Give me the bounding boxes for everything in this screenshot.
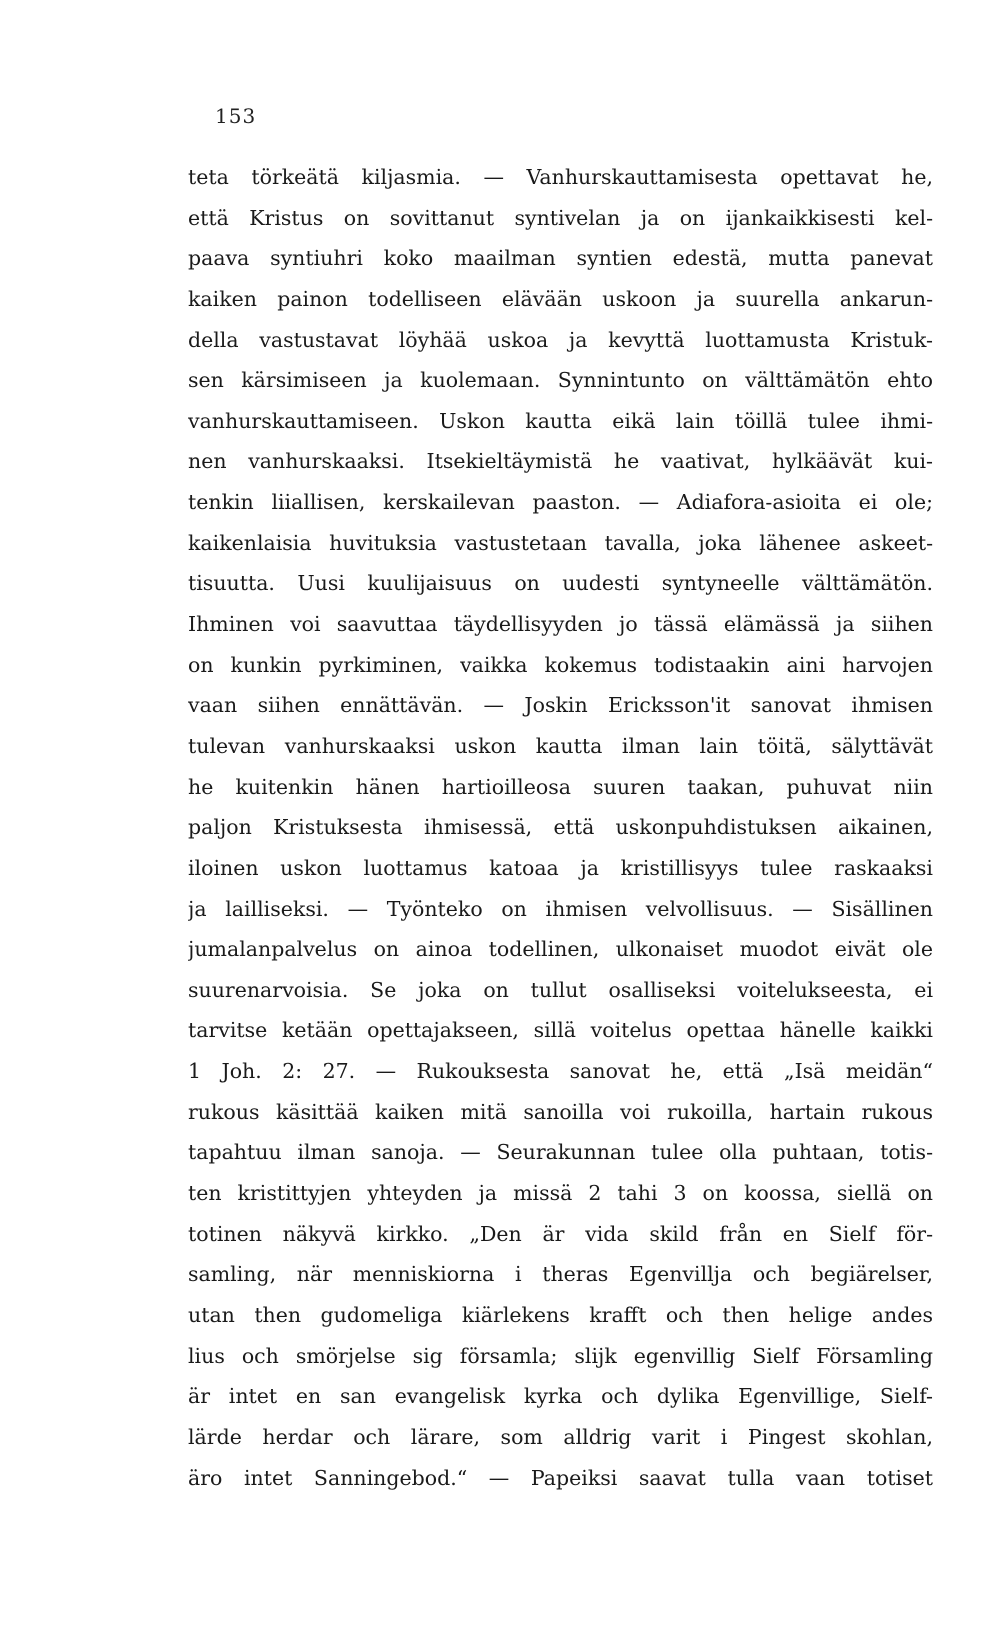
text-line: utan then gudomeliga kiärlekens krafft och then helige andes: [188, 1302, 933, 1327]
text-line: kaikenlaisia huvituksia vastustetaan tavalla, joka lähenee askeet-: [188, 530, 933, 555]
text-line: 1 Joh. 2: 27. — Rukouksesta sanovat he, että „Isä meidän“: [188, 1059, 933, 1084]
text-line: lärde herdar och lärare, som alldrig varit i Pingest skohlan,: [188, 1424, 933, 1449]
text-line: ja lailliseksi. — Työnteko on ihmisen velvollisuus. — Sisällinen: [188, 896, 933, 921]
text-line: della vastustavat löyhää uskoa ja kevyttä luottamusta Kristuk-: [188, 327, 933, 352]
text-line: äro intet Sanningebod.“ — Papeiksi saavat tulla vaan totiset: [188, 1465, 933, 1490]
text-line: Ihminen voi saavuttaa täydellisyyden jo tässä elämässä ja siihen: [188, 612, 933, 637]
text-line: he kuitenkin hänen hartioilleosa suuren taakan, puhuvat niin: [188, 774, 933, 799]
text-line: on kunkin pyrkiminen, vaikka kokemus todistaakin aini harvojen: [188, 652, 933, 677]
text-line: totinen näkyvä kirkko. „Den är vida skild från en Sielf för-: [188, 1221, 933, 1246]
text-line: vanhurskauttamiseen. Uskon kautta eikä lain töillä tulee ihmi-: [188, 408, 933, 433]
text-line: sen kärsimiseen ja kuolemaan. Synnintunto on välttämätön ehto: [188, 368, 933, 393]
text-line: lius och smörjelse sig församla; slijk egenvillig Sielf Församling: [188, 1343, 933, 1368]
text-line: tisuutta. Uusi kuulijaisuus on uudesti syntyneelle välttämätön.: [188, 571, 933, 596]
text-line: tarvitse ketään opettajakseen, sillä voitelus opettaa hänelle kaikki: [188, 1018, 933, 1043]
text-line: tapahtuu ilman sanoja. — Seurakunnan tulee olla puhtaan, totis-: [188, 1140, 933, 1165]
page-number: 153: [215, 104, 257, 128]
text-line: samling, när menniskiorna i theras Egenvillja och begiärelser,: [188, 1262, 933, 1287]
text-line: jumalanpalvelus on ainoa todellinen, ulkonaiset muodot eivät ole: [188, 937, 933, 962]
text-line: tulevan vanhurskaaksi uskon kautta ilman lain töitä, sälyttävät: [188, 733, 933, 758]
body-text: [188, 157, 933, 1498]
text-line: paljon Kristuksesta ihmisessä, että uskonpuhdistuksen aikainen,: [188, 815, 933, 840]
text-line: suurenarvoisia. Se joka on tullut osalliseksi voitelukseesta, ei: [188, 977, 933, 1002]
text-line: paava syntiuhri koko maailman syntien edestä, mutta panevat: [188, 246, 933, 271]
text-line: iloinen uskon luottamus katoaa ja kristillisyys tulee raskaaksi: [188, 855, 933, 880]
text-line: nen vanhurskaaksi. Itsekieltäymistä he vaativat, hylkäävät kui-: [188, 449, 933, 474]
text-line: kaiken painon todelliseen elävään uskoon ja suurella ankarun-: [188, 286, 933, 311]
text-line: teta törkeätä kiljasmia. — Vanhurskauttamisesta opettavat he,: [188, 165, 933, 189]
text-line: että Kristus on sovittanut syntivelan ja on ijankaikkisesti kel-: [188, 205, 933, 230]
text-line: vaan siihen ennättävän. — Joskin Ericksson'it sanovat ihmisen: [188, 693, 933, 718]
text-line: tenkin liiallisen, kerskailevan paaston. — Adiafora-asioita ei ole;: [188, 490, 933, 515]
text-line: ten kristittyjen yhteyden ja missä 2 tahi 3 on koossa, siellä on: [188, 1181, 933, 1206]
text-line: rukous käsittää kaiken mitä sanoilla voi rukoilla, hartain rukous: [188, 1099, 933, 1124]
text-line: är intet en san evangelisk kyrka och dylika Egenvillige, Sielf-: [188, 1384, 933, 1409]
